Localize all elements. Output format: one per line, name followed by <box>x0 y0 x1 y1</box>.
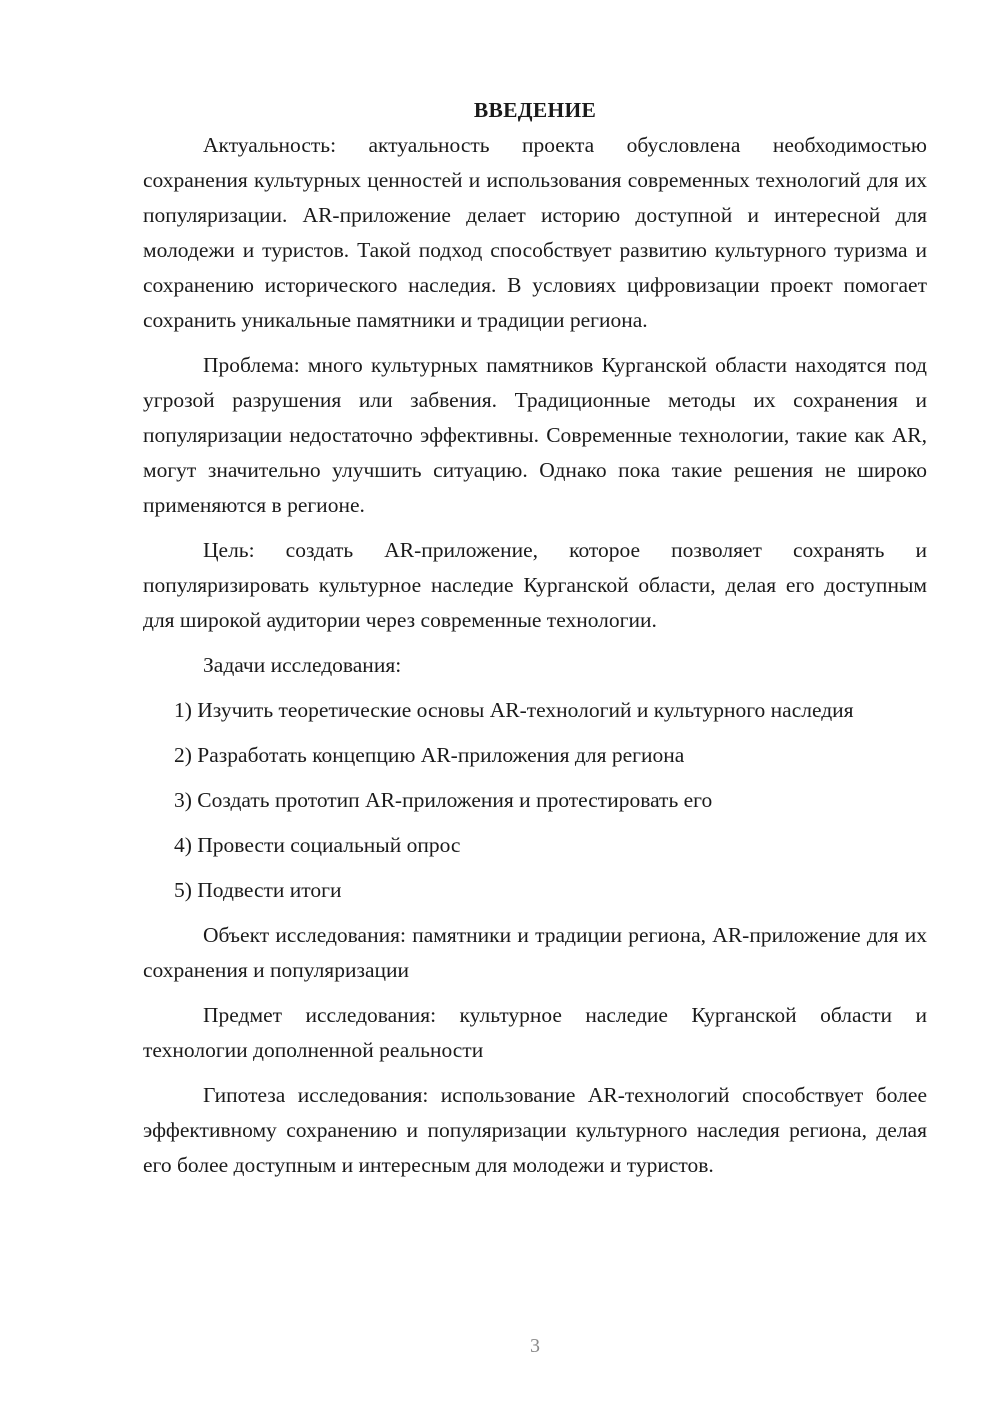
task-item-1: 1) Изучить теоретические основы AR-технологий и культурного наследия <box>174 698 854 722</box>
task-item-5: 5) Подвести итоги <box>174 878 342 902</box>
page-content <box>143 92 927 1183</box>
task-item-3: 3) Создать прототип AR-приложения и протестировать его <box>174 788 713 812</box>
tasks-title: Задачи исследования: <box>203 653 402 677</box>
section-heading: ВВЕДЕНИЕ <box>473 98 597 122</box>
relevance-paragraph: Актуальность: актуальность проекта обусловлена необходимостью сохранения культурных ценностей и использования современных технологий для их популяризации. AR-приложение делает историю доступной и интересной для молодежи и туристов. Такой подход способствует развитию культурного туризма и сохранению исторического наследия. В условиях цифровизации проект помогает сохранить уникальные памятники и традиции региона. <box>143 133 927 332</box>
problem-paragraph: Проблема: много культурных памятников Курганской области находятся под угрозой разрушения или забвения. Традиционные методы их сохранения и популяризации недостаточно эффективны. Современные технологии, такие как AR, могут значительно улучшить ситуацию. Однако пока такие решения не широко применяются в регионе. <box>143 353 927 517</box>
subject-paragraph: Предмет исследования: культурное наследие Курганской области и технологии дополненной реальности <box>143 1003 927 1062</box>
page-number: 3 <box>530 1335 540 1357</box>
task-item-2: 2) Разработать концепцию AR-приложения для региона <box>174 743 685 767</box>
goal-paragraph: Цель: создать AR-приложение, которое позволяет сохранять и популяризировать культурное наследие Курганской области, делая его доступным для широкой аудитории через современные технологии. <box>143 538 927 632</box>
hypothesis-paragraph: Гипотеза исследования: использование AR-технологий способствует более эффективному сохранению и популяризации культурного наследия региона, делая его более доступным и интересным для молодежи и туристов. <box>143 1083 927 1177</box>
task-list <box>143 693 927 908</box>
object-paragraph: Объект исследования: памятники и традиции региона, AR-приложение для их сохранения и популяризации <box>143 923 927 982</box>
task-item-4: 4) Провести социальный опрос <box>174 833 461 857</box>
